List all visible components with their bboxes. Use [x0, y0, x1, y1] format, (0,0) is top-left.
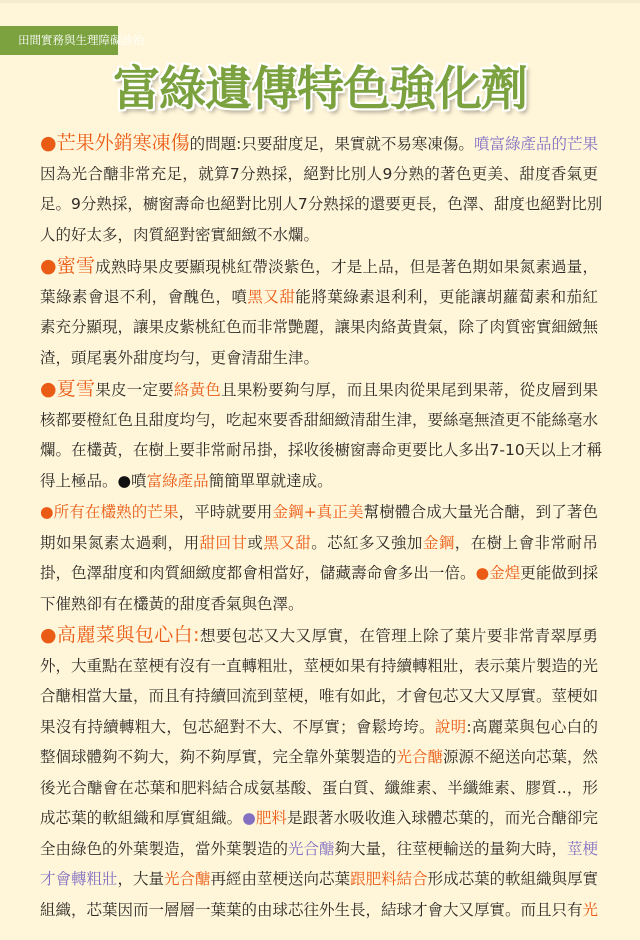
body-text: 外，大重點在莖梗有沒有一直轉粗壯，莖梗如果有持續轉粗壯，表示葉片製造的光: [40, 656, 599, 675]
body-text: 後光合醣會在芯葉和肥料結合成氨基酸、蛋白質、纖維素、半纖維素、膠質..，形: [40, 778, 598, 797]
body-text: 且果粉要夠勻厚，而且果肉從果尾到果蒂，從皮層到果: [220, 381, 598, 399]
highlight-text: 金鋼+真正美: [272, 503, 364, 521]
body-text: 合醣相當大量，而且有持續回流到莖梗，唯有如此，才會包芯又大又厚實。莖梗如: [40, 687, 599, 705]
text-line: [40, 159, 598, 190]
text-line: [40, 128, 598, 159]
body-text: 因為光合醣非常充足，就算7分熟採，絕對比別人9分熟的著色更美、甜度香氣更: [40, 164, 598, 183]
text-line: [40, 220, 598, 251]
body-text: 整個球體夠不夠大，夠不夠厚實，完全靠外葉製造的: [40, 748, 397, 766]
body-text: 幫樹體合成大量光合醣，到了著色: [363, 503, 598, 521]
text-line: [40, 343, 598, 374]
body-text: 得上極品。: [40, 471, 118, 490]
section-heading: ●蜜雪: [40, 255, 96, 277]
body-text: 期如果氮素太過剩，用: [40, 533, 200, 552]
text-line: [40, 497, 598, 528]
body-text: 足。9分熟採，櫥窗壽命也絕對比別人7分熟採的還要更長，色澤、甜度也絕對比別: [40, 195, 603, 213]
body-text: 素充分顯現，讓果皮紫桃紅色而非常艷麗，讓果肉絡黃貴氣，除了肉質密實細緻無: [40, 318, 599, 336]
text-line: [40, 742, 598, 773]
body-text: 成熟時果皮要顯現桃紅帶淡紫色，才是上品，但是著色期如果氮素過量，: [95, 258, 598, 276]
body-text: 想要包芯又大又厚實，在管理上除了葉片要非常青翠厚勇: [199, 627, 598, 645]
text-line: [40, 773, 598, 804]
highlight-text: 富綠產品: [146, 471, 209, 490]
text-line: [40, 558, 598, 589]
highlight-text: 光合醣: [396, 748, 444, 766]
body-text: ，大量: [117, 870, 165, 888]
text-line: [40, 681, 598, 712]
highlight-text: 金鋼: [422, 533, 455, 552]
bullet-icon: ●: [242, 809, 256, 827]
section-heading: ●夏雪: [40, 378, 96, 400]
body-text: 全由綠色的外葉製造，當外葉製造的: [40, 839, 289, 858]
section-heading: ●高麗菜與包心白:: [40, 624, 200, 646]
body-text: 人的好太多，肉質絕對密實細緻不水爛。: [40, 225, 320, 244]
text-line: [40, 803, 598, 834]
highlight-text: 肥料: [255, 809, 287, 827]
body-text: 。芯紅多又強加: [311, 533, 423, 552]
highlight-text: 才會轉粗壯: [40, 870, 118, 888]
paragraph: [40, 620, 598, 925]
text-line: [40, 251, 598, 282]
body-text: 源源不絕送向芯葉，然: [443, 748, 599, 766]
article-body: [40, 128, 603, 926]
text-line: [40, 312, 598, 343]
text-line: [40, 189, 603, 220]
text-line: [40, 895, 598, 926]
section-tag: 田間實務與生理障礙診治: [0, 26, 118, 55]
text-line: [40, 282, 598, 313]
highlight-text: ●金煌: [475, 564, 521, 582]
body-text: 能將葉綠素退利利，更能讓胡蘿蔔素和茄紅: [295, 287, 598, 306]
section-heading: ●芒果外銷寒凍傷: [40, 132, 190, 154]
body-text: 或: [247, 533, 264, 552]
page-title: 富綠遺傳特色強化劑: [113, 62, 527, 117]
body-text: 爛。在欉黃，在樹上要非常耐吊掛，採收後櫥窗壽命更要比人多出7-10天以上才稱: [40, 441, 603, 459]
highlight-text: 光: [582, 900, 599, 919]
body-text: ，平時就要用: [178, 503, 273, 521]
body-text: 組織，芯葉因而一層層一葉葉的由球芯往外生長，結球才會大又厚實。而且只有: [40, 900, 583, 919]
body-text: 果皮一定要: [95, 381, 174, 399]
body-text: 更能做到採: [520, 564, 598, 582]
bullet-icon: ●: [117, 471, 132, 490]
text-line: [40, 405, 598, 436]
paragraph: [40, 128, 603, 250]
text-line: [40, 864, 598, 895]
highlight-text: ●所有在欉熟的芒果: [40, 503, 179, 521]
body-text: 果沒有持續轉粗大，包芯絕對不大、不厚實；會鬆垮垮。: [40, 717, 435, 736]
body-text: 核都要橙紅色且甜度均勻，吃起來要香甜細緻清甜生津，要絲毫無渣更不能絲毫水: [40, 410, 599, 429]
highlight-text: 光合醣: [288, 839, 335, 858]
body-text: 掛，色澤甜度和肉質細緻度都會相當好，儲藏壽命會多出一倍。: [40, 564, 476, 582]
highlight-text: 黑又甜: [247, 287, 296, 306]
text-line: [40, 834, 598, 865]
text-line: [40, 528, 598, 559]
highlight-text: 絡黃色: [173, 381, 221, 399]
text-line: [40, 712, 598, 743]
body-text: 葉綠素會退不利，會醜色，噴: [40, 287, 248, 306]
text-line: [40, 589, 598, 620]
text-line: [40, 435, 603, 466]
body-text: 噴: [131, 471, 147, 490]
paragraph: [40, 374, 603, 496]
highlight-text: 甜回甘: [199, 533, 248, 552]
body-text: 下催熟卻有在欉黃的甜度香氣與色澤。: [40, 594, 304, 613]
body-text: 夠大量，往莖梗輸送的量夠大時，: [334, 839, 568, 858]
highlight-text: 噴富綠產品的芒果: [473, 135, 598, 153]
body-text: 簡簡單單就達成。: [208, 471, 333, 490]
body-text: 成芯葉的軟組織和厚實組織。: [40, 809, 243, 827]
paragraph: [40, 497, 598, 619]
highlight-text: 說明: [434, 717, 467, 736]
body-text: 再經由莖梗送向芯葉: [210, 870, 351, 888]
body-text: 的問題:只要甜度足，果實就不易寒凍傷。: [189, 135, 474, 153]
text-line: [40, 374, 598, 405]
body-text: 形成芯葉的軟組織與厚實: [427, 870, 599, 888]
text-line: [40, 620, 598, 651]
body-text: 是跟著水吸收進入球體芯葉的，而光合醣卻完: [286, 809, 598, 827]
text-line: [40, 466, 598, 497]
highlight-text: 光合醣: [164, 870, 211, 888]
body-text: :高麗菜與包心白的: [466, 717, 598, 736]
highlight-text: 跟肥料結合: [350, 870, 428, 888]
body-text: ，在樹上會非常耐吊: [454, 533, 598, 552]
highlight-text: 黑又甜: [263, 533, 312, 552]
paragraph: [40, 251, 598, 373]
highlight-text: 莖梗: [567, 839, 599, 858]
top-band: [0, 0, 640, 3]
text-line: [40, 651, 598, 682]
body-text: 渣，頭尾裏外甜度均勻，更會清甜生津。: [40, 348, 320, 367]
